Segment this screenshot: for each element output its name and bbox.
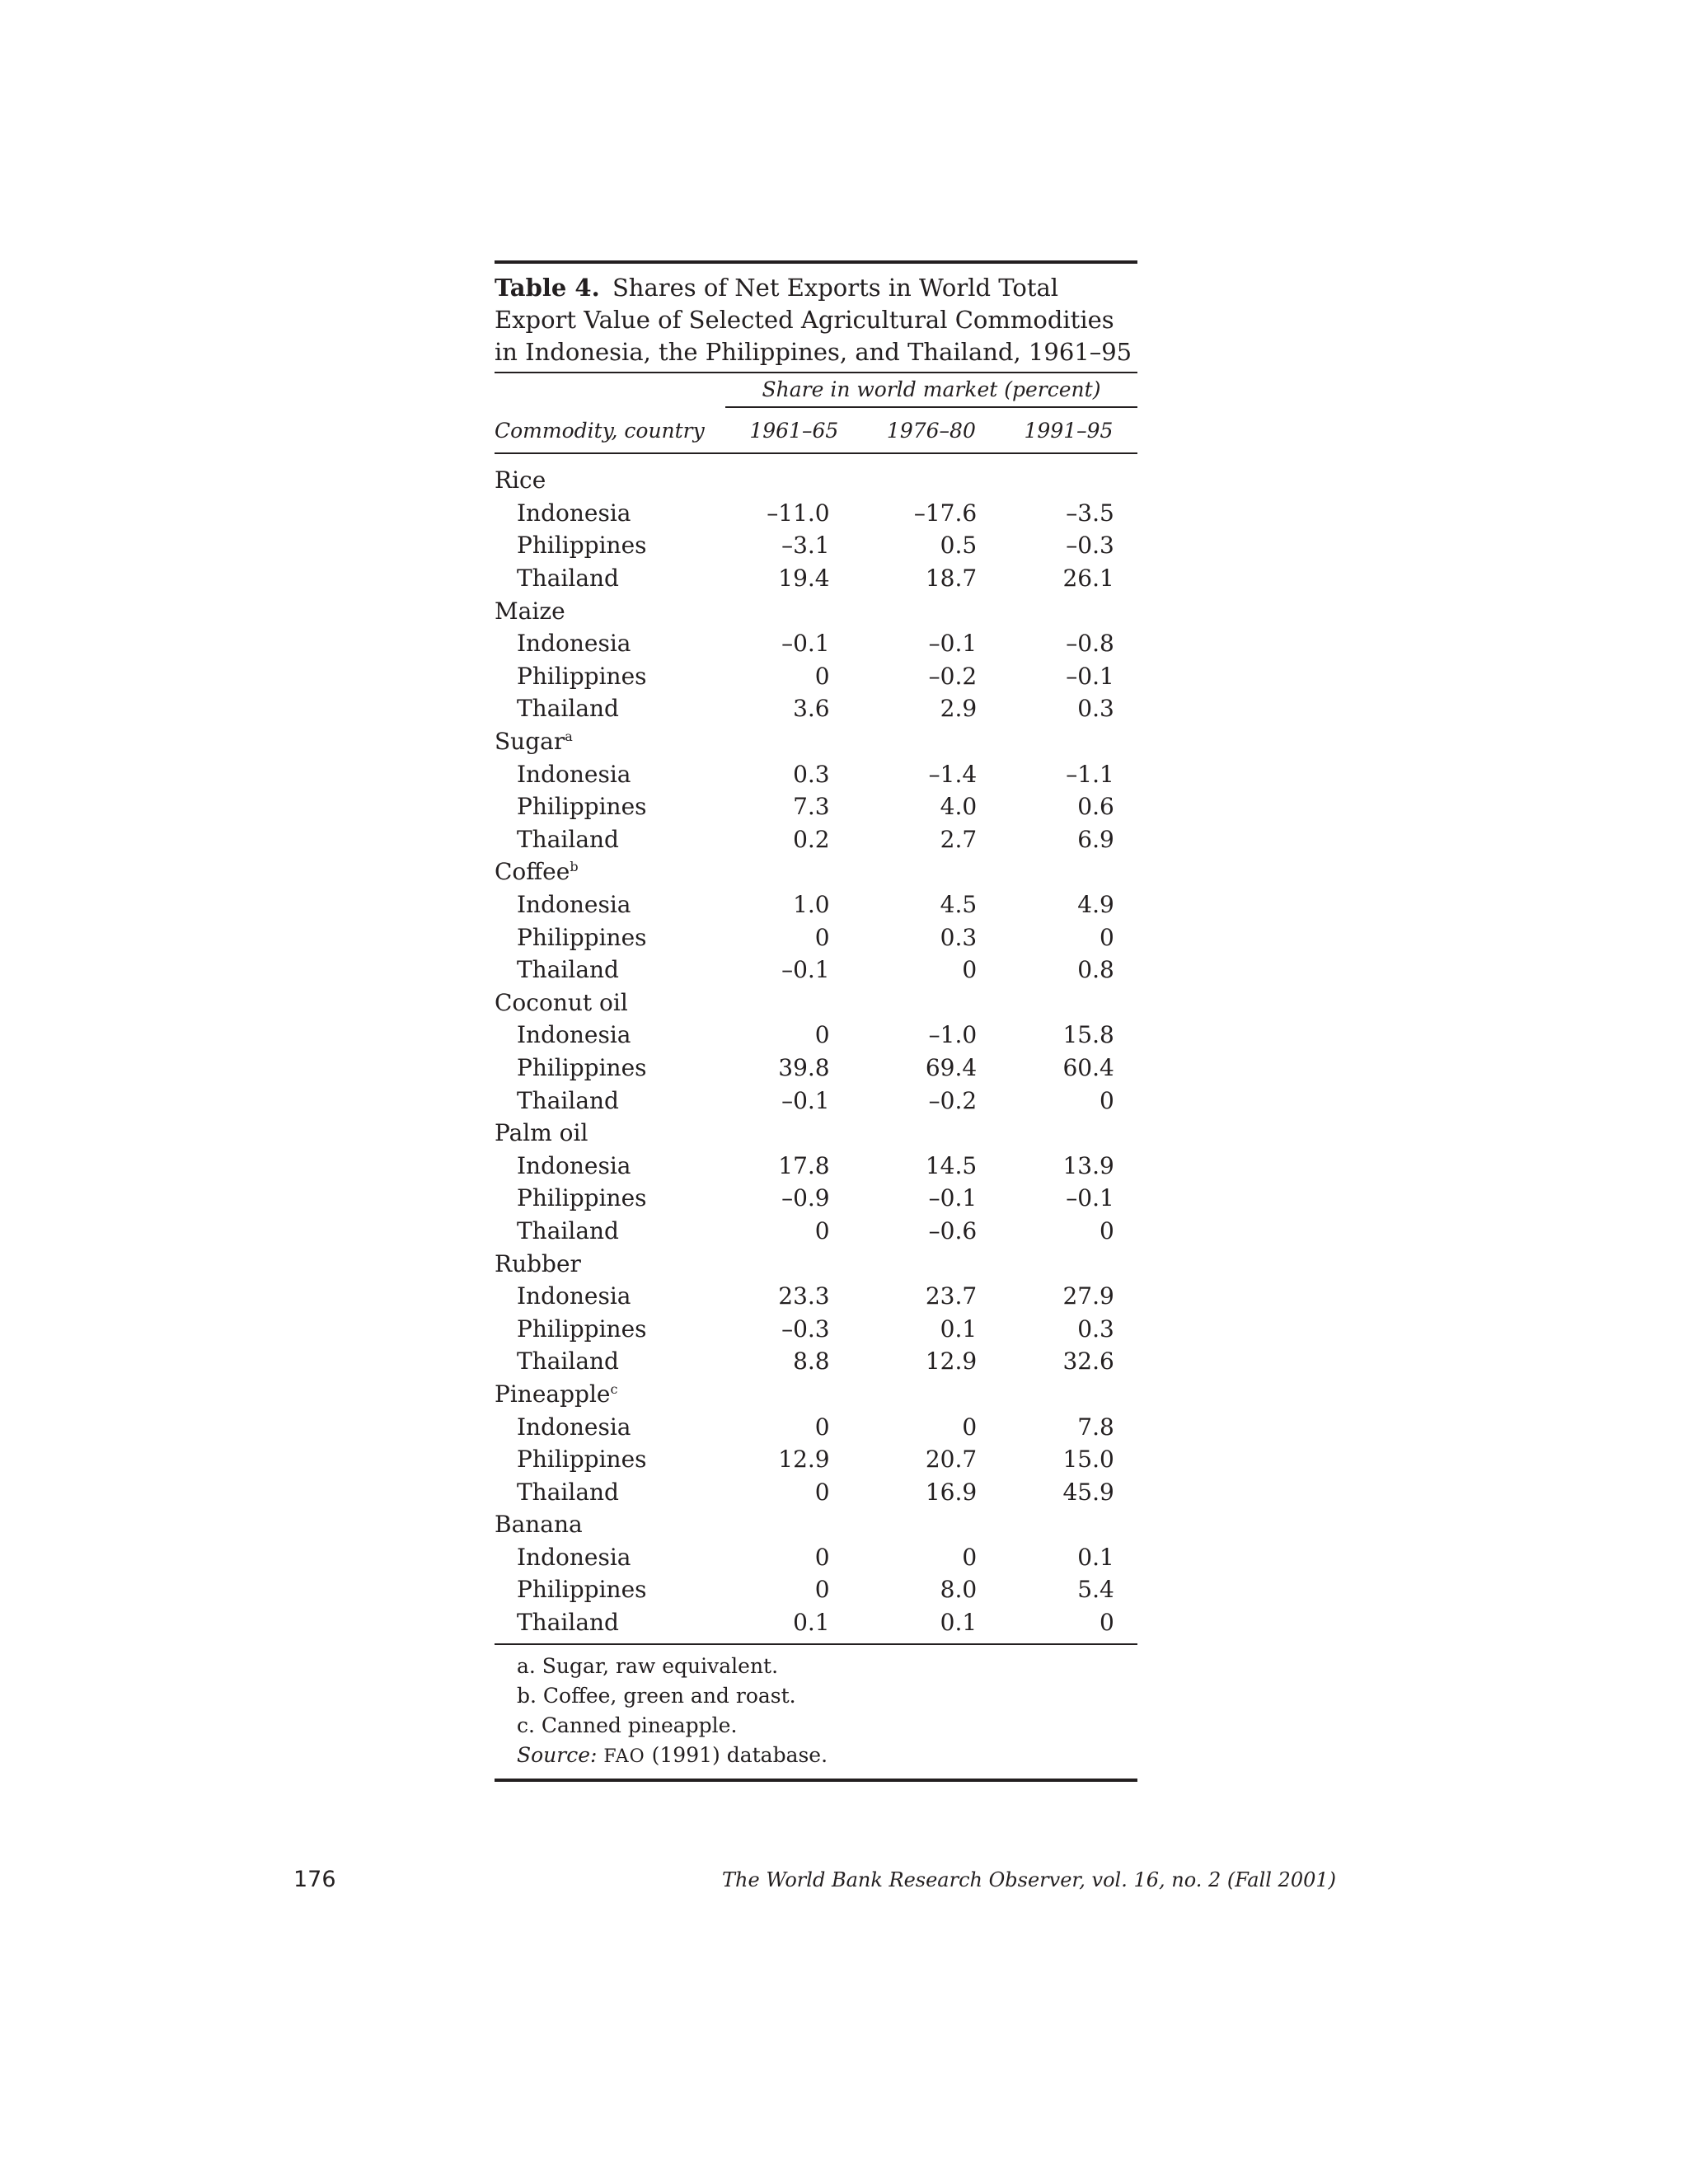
country-label: Philippines bbox=[517, 793, 647, 821]
commodity-row bbox=[495, 855, 1137, 888]
table-row bbox=[495, 954, 1137, 987]
table-row bbox=[495, 1443, 1137, 1476]
commodity-name: Rice bbox=[495, 466, 546, 494]
column-header: 1961–65 bbox=[749, 418, 839, 443]
note-c: c. Canned pineapple. bbox=[517, 1713, 738, 1738]
value-cell: 26.1 bbox=[1062, 565, 1114, 593]
value-cell: 3.6 bbox=[793, 695, 830, 723]
value-cell: 0 bbox=[814, 662, 830, 690]
value-cell: –1.1 bbox=[1066, 760, 1114, 788]
value-cell: 0 bbox=[962, 1543, 978, 1571]
table-body bbox=[495, 454, 1137, 1643]
table-row bbox=[495, 1475, 1137, 1508]
value-cell: –0.1 bbox=[928, 1184, 978, 1212]
country-label: Thailand bbox=[517, 956, 619, 984]
value-cell: 0 bbox=[814, 1478, 830, 1506]
value-cell: 0 bbox=[814, 1543, 830, 1571]
value-cell: 32.6 bbox=[1062, 1347, 1114, 1376]
table-4 bbox=[495, 260, 1137, 1782]
country-label: Thailand bbox=[517, 825, 619, 853]
value-cell: 1.0 bbox=[793, 891, 830, 919]
value-cell: 5.4 bbox=[1077, 1576, 1114, 1604]
value-cell: 0 bbox=[1099, 1216, 1114, 1244]
country-label: Indonesia bbox=[517, 1021, 631, 1049]
commodity-row bbox=[495, 1247, 1137, 1280]
source-note bbox=[517, 1741, 1137, 1772]
value-cell: 0.8 bbox=[1077, 956, 1114, 984]
country-label: Indonesia bbox=[517, 1282, 631, 1310]
country-label: Philippines bbox=[517, 1184, 647, 1212]
commodity-label bbox=[495, 989, 725, 1016]
value-cell: 14.5 bbox=[925, 1151, 978, 1179]
value-cell: 15.0 bbox=[1062, 1446, 1114, 1474]
value-cell: 0 bbox=[814, 1216, 830, 1244]
table-row bbox=[495, 1280, 1137, 1313]
journal-citation: The World Bank Research Observer, vol. 16, no. 2 (Fall 2001) bbox=[722, 1868, 1336, 1891]
value-cell: 12.9 bbox=[925, 1347, 978, 1376]
value-cell: 4.5 bbox=[940, 891, 978, 919]
value-cell: –0.1 bbox=[928, 630, 978, 658]
commodity-row bbox=[495, 725, 1137, 758]
value-cell: 39.8 bbox=[778, 1053, 830, 1081]
value-cell: 23.7 bbox=[925, 1282, 978, 1310]
country-label: Philippines bbox=[517, 1053, 647, 1081]
value-cell: 0 bbox=[814, 1576, 830, 1604]
value-cell: –0.3 bbox=[781, 1315, 830, 1343]
table-row bbox=[495, 1084, 1137, 1117]
value-cell: –0.2 bbox=[928, 1086, 978, 1114]
footnote-marker: c bbox=[610, 1380, 618, 1397]
table-row bbox=[495, 921, 1137, 954]
value-cell: 0 bbox=[1099, 1086, 1114, 1114]
commodity-row bbox=[495, 1508, 1137, 1541]
column-header: 1976–80 bbox=[886, 418, 976, 443]
value-cell: 16.9 bbox=[925, 1478, 978, 1506]
table-row bbox=[495, 627, 1137, 660]
value-cell: 2.7 bbox=[940, 825, 978, 853]
commodity-name: Sugar bbox=[495, 728, 565, 756]
value-cell: 0.1 bbox=[940, 1609, 978, 1637]
value-cell: 0 bbox=[814, 923, 830, 951]
table-row bbox=[495, 1606, 1137, 1639]
commodity-name: Maize bbox=[495, 597, 565, 625]
table-row bbox=[495, 1149, 1137, 1182]
table-row bbox=[495, 562, 1137, 595]
country-label: Thailand bbox=[517, 1478, 619, 1506]
value-cell: 60.4 bbox=[1062, 1053, 1114, 1081]
value-cell: –17.6 bbox=[913, 499, 978, 527]
value-cell: 0.3 bbox=[940, 923, 978, 951]
footnote-marker: a bbox=[565, 729, 573, 745]
value-cell: 15.8 bbox=[1062, 1021, 1114, 1049]
table-row bbox=[495, 888, 1137, 921]
source-org: FAO bbox=[603, 1746, 645, 1768]
country-label: Philippines bbox=[517, 923, 647, 951]
value-cell: 0 bbox=[814, 1413, 830, 1441]
commodity-row bbox=[495, 1117, 1137, 1150]
country-label: Thailand bbox=[517, 565, 619, 593]
top-rule bbox=[495, 260, 1137, 264]
country-label: Indonesia bbox=[517, 1151, 631, 1179]
value-cell: 19.4 bbox=[778, 565, 830, 593]
value-cell: 6.9 bbox=[1077, 825, 1114, 853]
value-cell: 2.9 bbox=[940, 695, 978, 723]
value-cell: 13.9 bbox=[1062, 1151, 1114, 1179]
value-cell: 17.8 bbox=[778, 1151, 830, 1179]
table-label: Table 4. bbox=[495, 274, 600, 302]
commodity-row bbox=[495, 987, 1137, 1019]
value-cell: –0.1 bbox=[781, 956, 830, 984]
value-cell: 4.0 bbox=[940, 793, 978, 821]
table-title: Shares of Net Exports in World Total Export Value of Selected Agricultural Commodities in Indonesia, the Philippines, and Thailand, 1961–95 bbox=[495, 274, 1132, 366]
country-label: Thailand bbox=[517, 1609, 619, 1637]
value-cell: 0.1 bbox=[940, 1315, 978, 1343]
table-row bbox=[495, 1541, 1137, 1574]
country-label: Indonesia bbox=[517, 891, 631, 919]
value-cell: 0.5 bbox=[940, 532, 978, 560]
country-label: Philippines bbox=[517, 1446, 647, 1474]
value-cell: 23.3 bbox=[778, 1282, 830, 1310]
country-label: Philippines bbox=[517, 1576, 647, 1604]
value-cell: –0.1 bbox=[1066, 1184, 1114, 1212]
table-notes bbox=[495, 1645, 1137, 1779]
table-row bbox=[495, 1573, 1137, 1606]
table-row bbox=[495, 1052, 1137, 1085]
value-cell: –0.8 bbox=[1066, 630, 1114, 658]
value-cell: –1.0 bbox=[928, 1021, 978, 1049]
table-row bbox=[495, 497, 1137, 530]
bottom-rule bbox=[495, 1779, 1137, 1782]
commodity-name: Palm oil bbox=[495, 1119, 588, 1147]
value-cell: 0 bbox=[962, 956, 978, 984]
commodity-label bbox=[495, 858, 725, 885]
value-cell: 0.3 bbox=[793, 760, 830, 788]
value-cell: –1.4 bbox=[928, 760, 978, 788]
value-cell: 0.3 bbox=[1077, 1315, 1114, 1343]
note-a: a. Sugar, raw equivalent. bbox=[517, 1654, 779, 1679]
column-header: 1991–95 bbox=[1024, 418, 1114, 443]
value-cell: –0.1 bbox=[781, 1086, 830, 1114]
commodity-name: Coconut oil bbox=[495, 988, 628, 1016]
table-row bbox=[495, 660, 1137, 693]
table-row bbox=[495, 529, 1137, 562]
country-label: Indonesia bbox=[517, 499, 631, 527]
value-cell: 20.7 bbox=[925, 1446, 978, 1474]
column-spanner: Share in world market (percent) bbox=[725, 373, 1137, 408]
value-cell: 8.0 bbox=[940, 1576, 978, 1604]
commodity-row bbox=[495, 1378, 1137, 1411]
commodity-name: Coffee bbox=[495, 858, 570, 886]
source-rest: (1991) database. bbox=[645, 1743, 828, 1768]
commodity-label bbox=[495, 1250, 725, 1277]
commodity-label bbox=[495, 728, 725, 755]
country-label: Philippines bbox=[517, 532, 647, 560]
value-cell: 69.4 bbox=[925, 1053, 978, 1081]
value-cell: 18.7 bbox=[925, 565, 978, 593]
commodity-label bbox=[495, 1380, 725, 1408]
value-cell: –3.1 bbox=[781, 532, 830, 560]
table-row bbox=[495, 692, 1137, 725]
value-cell: 45.9 bbox=[1062, 1478, 1114, 1506]
country-label: Philippines bbox=[517, 1315, 647, 1343]
country-label: Indonesia bbox=[517, 760, 631, 788]
table-row bbox=[495, 757, 1137, 790]
table-row bbox=[495, 1345, 1137, 1378]
value-cell: 0 bbox=[962, 1413, 978, 1441]
value-cell: 0.1 bbox=[793, 1609, 830, 1637]
commodity-label bbox=[495, 466, 725, 494]
value-cell: 0.2 bbox=[793, 825, 830, 853]
value-cell: 8.8 bbox=[793, 1347, 830, 1376]
country-label: Indonesia bbox=[517, 1543, 631, 1571]
source-label: Source: bbox=[517, 1743, 598, 1768]
value-cell: –0.1 bbox=[781, 630, 830, 658]
commodity-name: Pineapple bbox=[495, 1380, 611, 1408]
value-cell: 4.9 bbox=[1077, 891, 1114, 919]
table-row bbox=[495, 823, 1137, 856]
page-number: 176 bbox=[293, 1867, 336, 1892]
country-label: Philippines bbox=[517, 662, 647, 690]
value-cell: 7.3 bbox=[793, 793, 830, 821]
commodity-row bbox=[495, 594, 1137, 627]
footnote-marker: b bbox=[570, 859, 579, 875]
country-label: Thailand bbox=[517, 1216, 619, 1244]
value-cell: 0.6 bbox=[1077, 793, 1114, 821]
country-label: Thailand bbox=[517, 695, 619, 723]
country-label: Indonesia bbox=[517, 1413, 631, 1441]
table-row bbox=[495, 1312, 1137, 1345]
value-cell: –11.0 bbox=[767, 499, 830, 527]
commodity-label bbox=[495, 598, 725, 625]
value-cell: 0.3 bbox=[1077, 695, 1114, 723]
table-row bbox=[495, 1019, 1137, 1052]
value-cell: 7.8 bbox=[1077, 1413, 1114, 1441]
value-cell: –0.2 bbox=[928, 662, 978, 690]
commodity-name: Banana bbox=[495, 1511, 583, 1539]
value-cell: 0 bbox=[1099, 1609, 1114, 1637]
country-label: Thailand bbox=[517, 1347, 619, 1376]
table-row bbox=[495, 790, 1137, 823]
value-cell: –0.3 bbox=[1066, 532, 1114, 560]
country-label: Indonesia bbox=[517, 630, 631, 658]
value-cell: –0.6 bbox=[928, 1216, 978, 1244]
value-cell: 0 bbox=[1099, 923, 1114, 951]
country-label: Thailand bbox=[517, 1086, 619, 1114]
commodity-label bbox=[495, 1119, 725, 1146]
note-b: b. Coffee, green and roast. bbox=[517, 1684, 796, 1708]
table-row bbox=[495, 1182, 1137, 1215]
value-cell: 27.9 bbox=[1062, 1282, 1114, 1310]
column-spanner-row bbox=[495, 373, 1137, 408]
value-cell: 0.1 bbox=[1077, 1543, 1114, 1571]
table-caption bbox=[495, 272, 1137, 368]
table-row bbox=[495, 1410, 1137, 1443]
value-cell: –0.1 bbox=[1066, 662, 1114, 690]
commodity-row bbox=[495, 464, 1137, 497]
table-row bbox=[495, 1215, 1137, 1248]
stub-header: Commodity, country bbox=[495, 418, 705, 443]
column-header-row bbox=[495, 408, 1137, 454]
value-cell: 0 bbox=[814, 1021, 830, 1049]
commodity-label bbox=[495, 1511, 725, 1538]
value-cell: –0.9 bbox=[781, 1184, 830, 1212]
value-cell: –3.5 bbox=[1066, 499, 1114, 527]
value-cell: 12.9 bbox=[778, 1446, 830, 1474]
commodity-name: Rubber bbox=[495, 1249, 581, 1277]
